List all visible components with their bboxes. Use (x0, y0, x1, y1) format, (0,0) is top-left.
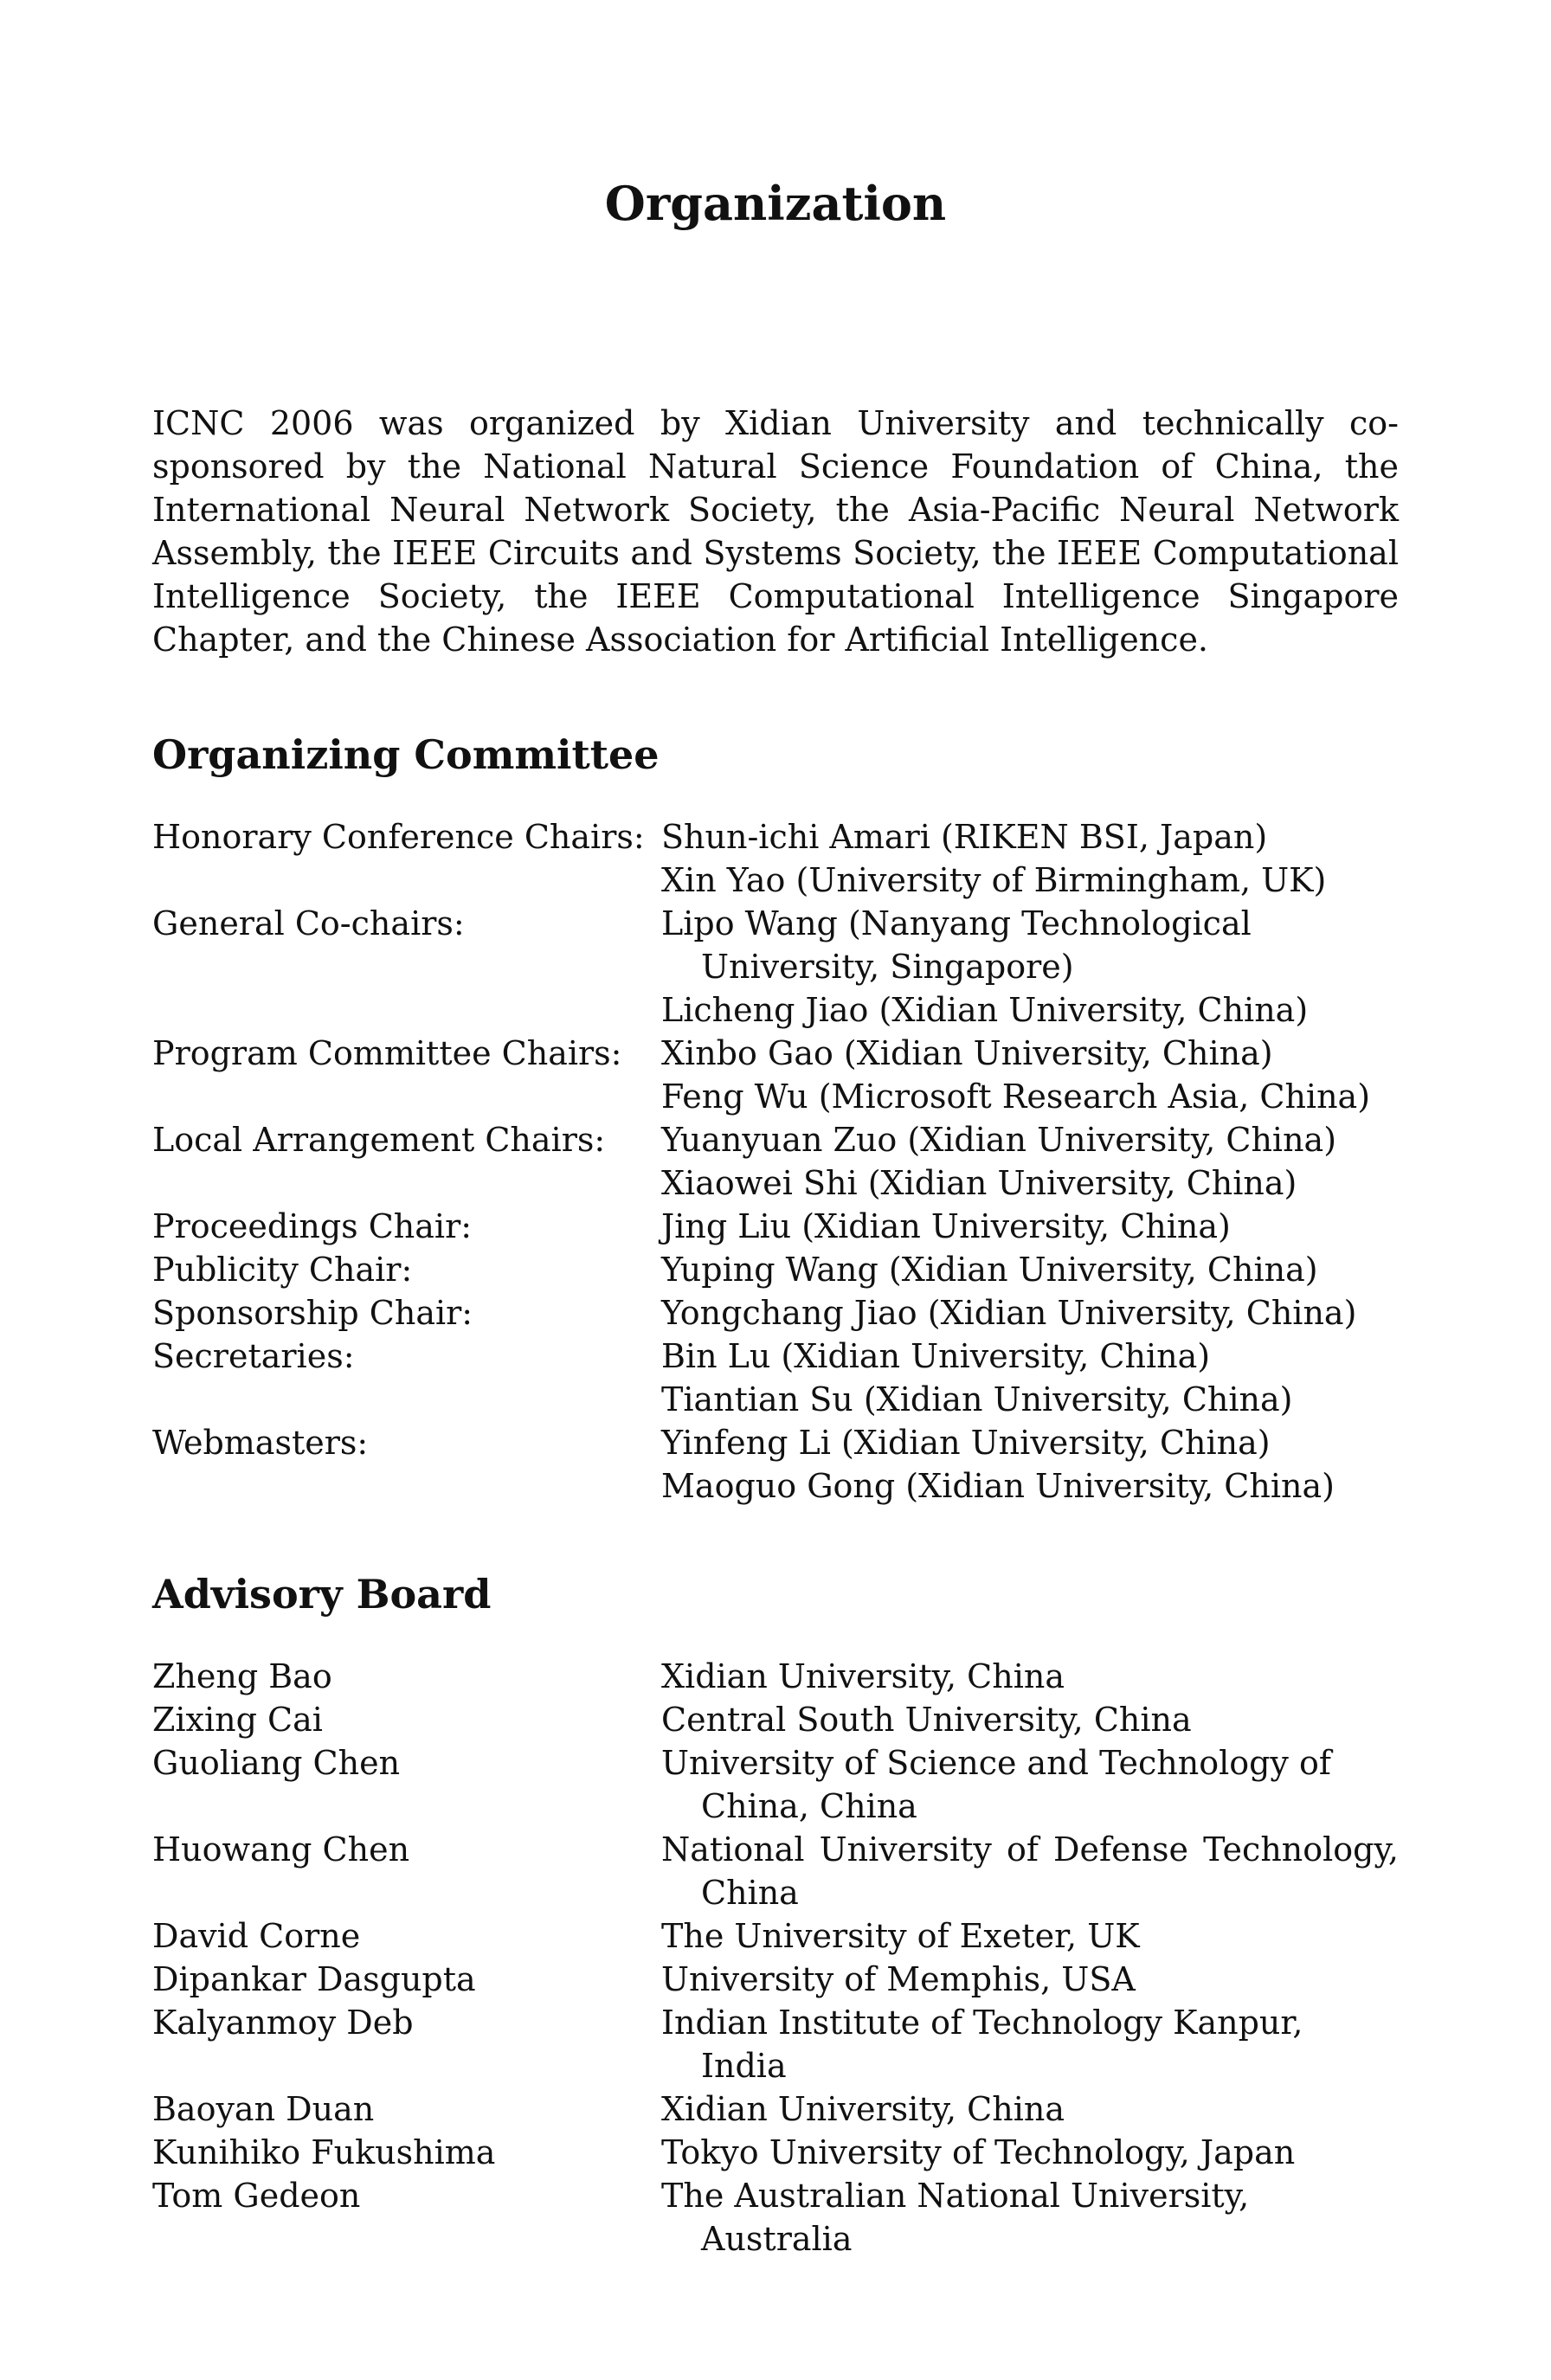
advisor-name: Guoliang Chen (152, 1744, 401, 1782)
advisory-row (152, 1698, 1399, 1741)
committee-member: Xinbo Gao (Xidian University, China) (661, 1034, 1273, 1072)
committee-member: Yuping Wang (Xidian University, China) (661, 1251, 1318, 1289)
advisor-name: Tom Gedeon (152, 2177, 361, 2215)
advisory-row (152, 2087, 1399, 2131)
committee-member: Xiaowei Shi (Xidian University, China) (661, 1164, 1297, 1202)
committee-member: Yongchang Jiao (Xidian University, China) (661, 1294, 1357, 1332)
committee-member: Jing Liu (Xidian University, China) (661, 1207, 1231, 1245)
advisor-affiliation: The Australian National University, Australia (661, 2177, 1250, 2258)
committee-row (152, 1248, 1399, 1291)
advisor-affiliation: Xidian University, China (661, 2090, 1065, 2128)
committee-row (152, 1291, 1399, 1335)
advisor-name: Baoyan Duan (152, 2090, 375, 2128)
committee-role: Local Arrangement Chairs: (152, 1121, 606, 1159)
advisor-affiliation: National University of Defense Technology, China (661, 1830, 1399, 1912)
organizing-committee-heading: Organizing Committee (152, 731, 660, 778)
committee-role: Honorary Conference Chairs: (152, 818, 645, 856)
committee-member: Maoguo Gong (Xidian University, China) (661, 1467, 1335, 1505)
advisor-name: Dipankar Dasgupta (152, 1960, 476, 1998)
committee-member: Tiantian Su (Xidian University, China) (661, 1380, 1293, 1418)
committee-member: Feng Wu (Microsoft Research Asia, China) (661, 1077, 1371, 1116)
page-title: Organization (604, 176, 947, 231)
advisory-row (152, 1655, 1399, 1698)
advisor-affiliation: Central South University, China (661, 1701, 1192, 1739)
advisor-name: Kunihiko Fukushima (152, 2133, 496, 2171)
advisory-row (152, 2001, 1399, 2087)
committee-role: Secretaries: (152, 1337, 355, 1375)
advisory-row (152, 1741, 1399, 1828)
advisory-board-table (152, 1655, 1399, 2261)
committee-role: Proceedings Chair: (152, 1207, 473, 1245)
advisory-row (152, 1828, 1399, 1914)
advisory-row (152, 1958, 1399, 2001)
committee-row (152, 1205, 1399, 1248)
advisory-board-heading: Advisory Board (152, 1571, 492, 1618)
committee-member: Yuanyuan Zuo (Xidian University, China) (661, 1121, 1337, 1159)
advisor-name: David Corne (152, 1917, 361, 1955)
committee-row (152, 902, 1399, 1032)
committee-member: Yinfeng Li (Xidian University, China) (661, 1424, 1271, 1462)
committee-role: Sponsorship Chair: (152, 1294, 473, 1332)
committee-role: Program Committee Chairs: (152, 1034, 622, 1072)
advisor-affiliation: University of Memphis, USA (661, 1960, 1136, 1998)
advisory-row (152, 2131, 1399, 2174)
advisor-affiliation: University of Science and Technology of China, China (661, 1744, 1331, 1825)
committee-row (152, 1335, 1399, 1421)
committee-member: Lipo Wang (Nanyang Technological University, Singapore) (661, 904, 1252, 986)
committee-member: Shun-ichi Amari (RIKEN BSI, Japan) (661, 818, 1268, 856)
advisory-row (152, 1914, 1399, 1958)
committee-member: Bin Lu (Xidian University, China) (661, 1337, 1211, 1375)
advisor-affiliation: The University of Exeter, UK (661, 1917, 1140, 1955)
committee-row (152, 1032, 1399, 1118)
advisor-name: Zixing Cai (152, 1701, 323, 1739)
committee-member: Licheng Jiao (Xidian University, China) (661, 991, 1309, 1029)
committee-row (152, 815, 1399, 902)
advisory-row (152, 2174, 1399, 2261)
advisor-affiliation: Xidian University, China (661, 1657, 1065, 1695)
intro-paragraph: ICNC 2006 was organized by Xidian University and technically co-sponsored by the National Natural Science Foundation of China, the International Neural Network Society, the Asia-Pacific Neural Network Assembly, the IEEE Circuits and Systems Society, the IEEE Computational Intelligence Society, the IEEE Computational Intelligence Singapore Chapter, and the Chinese Association for Artificial Intelligence. (152, 404, 1399, 659)
advisor-name: Kalyanmoy Deb (152, 2004, 414, 2042)
committee-role: Publicity Chair: (152, 1251, 413, 1289)
committee-row (152, 1421, 1399, 1508)
committee-row (152, 1118, 1399, 1205)
committee-role: Webmasters: (152, 1424, 369, 1462)
advisor-name: Huowang Chen (152, 1830, 410, 1869)
committee-role: General Co-chairs: (152, 904, 465, 942)
advisor-affiliation: Indian Institute of Technology Kanpur, India (661, 2004, 1303, 2085)
advisor-affiliation: Tokyo University of Technology, Japan (661, 2133, 1296, 2171)
organizing-committee-table (152, 815, 1399, 1508)
advisor-name: Zheng Bao (152, 1657, 332, 1695)
committee-member: Xin Yao (University of Birmingham, UK) (661, 861, 1327, 899)
